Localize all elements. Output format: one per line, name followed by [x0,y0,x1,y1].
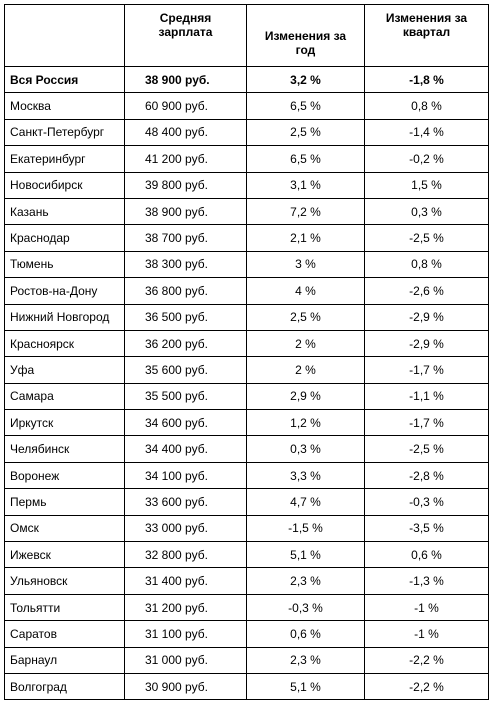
salary-cell: 35 500 руб. [125,383,247,409]
table-row [5,225,489,251]
city-cell: Волгоград [5,673,125,699]
quarter-change-cell: -2,5 % [365,436,489,462]
table-row [5,542,489,568]
table-row [5,410,489,436]
table-row [5,673,489,699]
salary-cell: 60 900 руб. [125,93,247,119]
table-row [5,278,489,304]
city-cell: Нижний Новгород [5,304,125,330]
year-change-cell: 0,6 % [247,621,365,647]
city-cell: Ульяновск [5,568,125,594]
year-change-cell: 4 % [247,278,365,304]
salary-cell: 34 100 руб. [125,462,247,488]
year-change-cell: 2 % [247,357,365,383]
quarter-change-cell: 0,3 % [365,198,489,224]
year-change-cell: 2,3 % [247,647,365,673]
year-change-cell: 0,3 % [247,436,365,462]
table-row [5,568,489,594]
quarter-change-cell: -2,5 % [365,225,489,251]
year-change-cell: 1,2 % [247,410,365,436]
city-cell: Санкт-Петербург [5,119,125,145]
quarter-change-cell: -1,7 % [365,357,489,383]
city-cell: Краснодар [5,225,125,251]
table-row [5,172,489,198]
quarter-change-cell: 0,8 % [365,93,489,119]
salary-cell: 31 100 руб. [125,621,247,647]
quarter-change-cell: -1,4 % [365,119,489,145]
quarter-change-cell: -2,2 % [365,647,489,673]
salary-cell: 35 600 руб. [125,357,247,383]
quarter-change-cell: 1,5 % [365,172,489,198]
quarter-change-cell: 0,8 % [365,251,489,277]
year-change-cell: 5,1 % [247,542,365,568]
year-change-cell: 5,1 % [247,673,365,699]
salary-cell: 30 900 руб. [125,673,247,699]
quarter-change-cell: -3,5 % [365,515,489,541]
table-body [5,67,489,700]
year-change-cell: 2,3 % [247,568,365,594]
table-row-total [5,67,489,93]
city-cell: Самара [5,383,125,409]
city-cell: Тольятти [5,594,125,620]
year-change-cell: 2,1 % [247,225,365,251]
table-row [5,621,489,647]
table-row [5,515,489,541]
table-header [5,5,489,67]
salary-cell: 36 800 руб. [125,278,247,304]
table-row [5,304,489,330]
city-cell: Вся Россия [5,67,125,93]
salary-cell: 38 900 руб. [125,198,247,224]
salary-cell: 32 800 руб. [125,542,247,568]
salary-cell: 31 000 руб. [125,647,247,673]
year-change-cell: -1,5 % [247,515,365,541]
city-cell: Саратов [5,621,125,647]
salary-table [4,4,489,700]
quarter-change-cell: -2,9 % [365,330,489,356]
quarter-change-cell: -1,3 % [365,568,489,594]
table-row [5,119,489,145]
city-cell: Ижевск [5,542,125,568]
quarter-change-cell: 0,6 % [365,542,489,568]
table-row [5,330,489,356]
table-row [5,357,489,383]
quarter-change-cell: -1,8 % [365,67,489,93]
city-cell: Воронеж [5,462,125,488]
salary-cell: 39 800 руб. [125,172,247,198]
header-change-year: Изменения за год [247,5,365,67]
quarter-change-cell: -0,3 % [365,489,489,515]
quarter-change-cell: -2,8 % [365,462,489,488]
city-cell: Иркутск [5,410,125,436]
quarter-change-cell: -1 % [365,621,489,647]
salary-table-container [4,4,489,700]
table-row [5,462,489,488]
quarter-change-cell: -1,7 % [365,410,489,436]
quarter-change-cell: -2,6 % [365,278,489,304]
year-change-cell: 2 % [247,330,365,356]
salary-cell: 33 000 руб. [125,515,247,541]
year-change-cell: 3,2 % [247,67,365,93]
table-row [5,93,489,119]
year-change-cell: -0,3 % [247,594,365,620]
year-change-cell: 7,2 % [247,198,365,224]
salary-cell: 33 600 руб. [125,489,247,515]
year-change-cell: 2,5 % [247,119,365,145]
year-change-cell: 3,3 % [247,462,365,488]
header-change-quarter: Изменения за квартал [365,5,489,67]
year-change-cell: 3 % [247,251,365,277]
year-change-cell: 6,5 % [247,146,365,172]
salary-cell: 31 200 руб. [125,594,247,620]
city-cell: Новосибирск [5,172,125,198]
table-row [5,383,489,409]
year-change-cell: 6,5 % [247,93,365,119]
city-cell: Пермь [5,489,125,515]
salary-cell: 41 200 руб. [125,146,247,172]
city-cell: Челябинск [5,436,125,462]
table-row [5,647,489,673]
table-row [5,251,489,277]
year-change-cell: 2,5 % [247,304,365,330]
city-cell: Ростов-на-Дону [5,278,125,304]
table-row [5,436,489,462]
table-row [5,594,489,620]
year-change-cell: 4,7 % [247,489,365,515]
header-city [5,5,125,67]
salary-cell: 31 400 руб. [125,568,247,594]
header-row [5,5,489,67]
quarter-change-cell: -0,2 % [365,146,489,172]
city-cell: Красноярск [5,330,125,356]
salary-cell: 38 300 руб. [125,251,247,277]
header-average-salary: Средняя зарплата [125,5,247,67]
quarter-change-cell: -2,9 % [365,304,489,330]
salary-cell: 38 900 руб. [125,67,247,93]
city-cell: Казань [5,198,125,224]
city-cell: Уфа [5,357,125,383]
city-cell: Екатеринбург [5,146,125,172]
salary-cell: 38 700 руб. [125,225,247,251]
year-change-cell: 2,9 % [247,383,365,409]
quarter-change-cell: -1 % [365,594,489,620]
salary-cell: 36 200 руб. [125,330,247,356]
salary-cell: 34 400 руб. [125,436,247,462]
city-cell: Тюмень [5,251,125,277]
year-change-cell: 3,1 % [247,172,365,198]
city-cell: Омск [5,515,125,541]
city-cell: Барнаул [5,647,125,673]
salary-cell: 48 400 руб. [125,119,247,145]
salary-cell: 34 600 руб. [125,410,247,436]
quarter-change-cell: -1,1 % [365,383,489,409]
table-row [5,198,489,224]
city-cell: Москва [5,93,125,119]
table-row [5,489,489,515]
table-row [5,146,489,172]
salary-cell: 36 500 руб. [125,304,247,330]
quarter-change-cell: -2,2 % [365,673,489,699]
